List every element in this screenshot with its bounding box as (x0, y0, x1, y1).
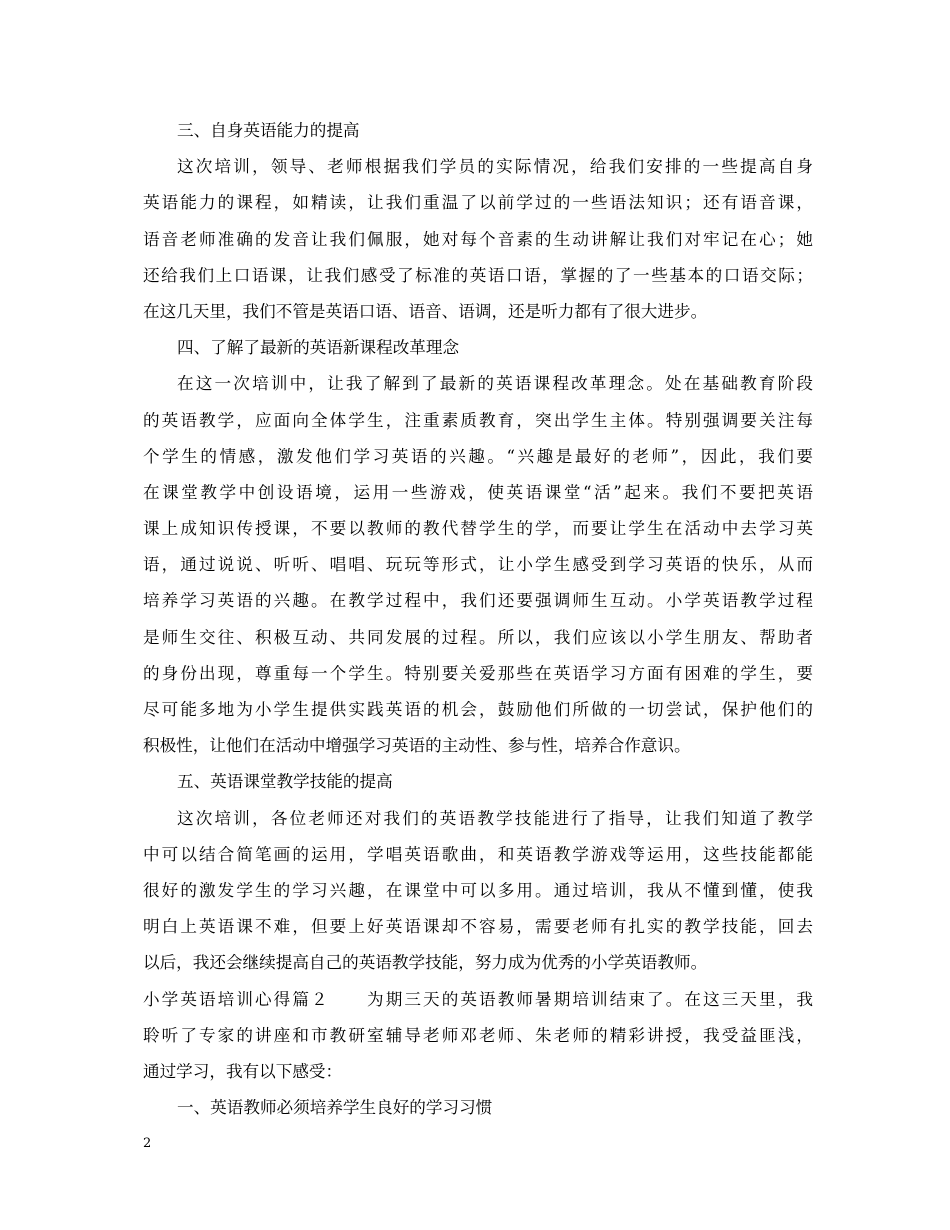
paragraph-line: 语音老师准确的发音让我们佩服，她对每个音素的生动讲解让我们对牢记在心；她 (143, 229, 813, 249)
section-heading: 一、英语教师必须培养学生良好的学习习惯 (177, 1098, 493, 1118)
paragraph-line: 这次培训，各位老师还对我们的英语教学技能进行了指导，让我们知道了教学 (177, 808, 813, 828)
paragraph-line: 聆听了专家的讲座和市教研室辅导老师邓老师、朱老师的精彩讲授，我受益匪浅， (143, 1025, 813, 1045)
paragraph-line: 培养学习英语的兴趣。在教学过程中，我们还要强调师生互动。小学英语教学过程 (143, 591, 813, 611)
paragraph-line: 是师生交往、积极互动、共同发展的过程。所以，我们应该以小学生朋友、帮助者 (143, 627, 813, 647)
paragraph-line: 积极性，让他们在活动中增强学习英语的主动性、参与性，培养合作意识。 (143, 736, 691, 756)
paragraph-line: 在这几天里，我们不管是英语口语、语音、语调，还是听力都有了很大进步。 (143, 301, 708, 321)
paragraph-line: 英语能力的课程，如精读，让我们重温了以前学过的一些语法知识；还有语音课， (143, 193, 813, 213)
paragraph-line: 课上成知识传授课，不要以教师的教代替学生的学，而要让学生在活动中去学习英 (143, 519, 813, 539)
section-heading: 四、了解了最新的英语新课程改革理念 (177, 338, 460, 358)
paragraph-line: 小学英语培训心得篇２ 为期三天的英语教师暑期培训结束了。在这三天里，我 (143, 989, 813, 1009)
paragraph-line: 以后，我还会继续提高自己的英语教学技能，努力成为优秀的小学英语教师。 (143, 953, 708, 973)
paragraph-line: 语，通过说说、听听、唱唱、玩玩等形式，让小学生感受到学习英语的快乐，从而 (143, 555, 813, 575)
paragraph-line: 中可以结合简笔画的运用，学唱英语歌曲，和英语教学游戏等运用，这些技能都能 (143, 844, 813, 864)
paragraph-line: 还给我们上口语课，让我们感受了标准的英语口语，掌握的了一些基本的口语交际； (143, 265, 813, 285)
paragraph-line: 很好的激发学生的学习兴趣，在课堂中可以多用。通过培训，我从不懂到懂，使我 (143, 880, 813, 900)
document-body (143, 113, 813, 1126)
paragraph-line: 明白上英语课不难，但要上好英语课却不容易，需要老师有扎实的教学技能，回去 (143, 917, 813, 937)
paragraph-line: 的英语教学，应面向全体学生，注重素质教育，突出学生主体。特别强调要关注每 (143, 410, 813, 430)
paragraph-line: 的身份出现，尊重每一个学生。特别要关爱那些在英语学习方面有困难的学生，要 (143, 663, 813, 683)
paragraph-line: 个学生的情感，激发他们学习英语的兴趣。“兴趣是最好的老师”，因此，我们要 (143, 446, 813, 466)
section-heading: 五、英语课堂教学技能的提高 (177, 772, 393, 792)
page-number: 2 (143, 1136, 152, 1151)
paragraph-line: 通过学习，我有以下感受： (143, 1061, 343, 1081)
paragraph-line: 这次培训，领导、老师根据我们学员的实际情况，给我们安排的一些提高自身 (177, 157, 813, 177)
paragraph-line: 在这一次培训中，让我了解到了最新的英语课程改革理念。处在基础教育阶段 (177, 374, 813, 394)
paragraph-line: 尽可能多地为小学生提供实践英语的机会，鼓励他们所做的一切尝试，保护他们的 (143, 700, 813, 719)
section-heading: 三、自身英语能力的提高 (177, 121, 360, 140)
paragraph-line: 在课堂教学中创设语境，运用一些游戏，使英语课堂“活”起来。我们不要把英语 (143, 482, 813, 502)
